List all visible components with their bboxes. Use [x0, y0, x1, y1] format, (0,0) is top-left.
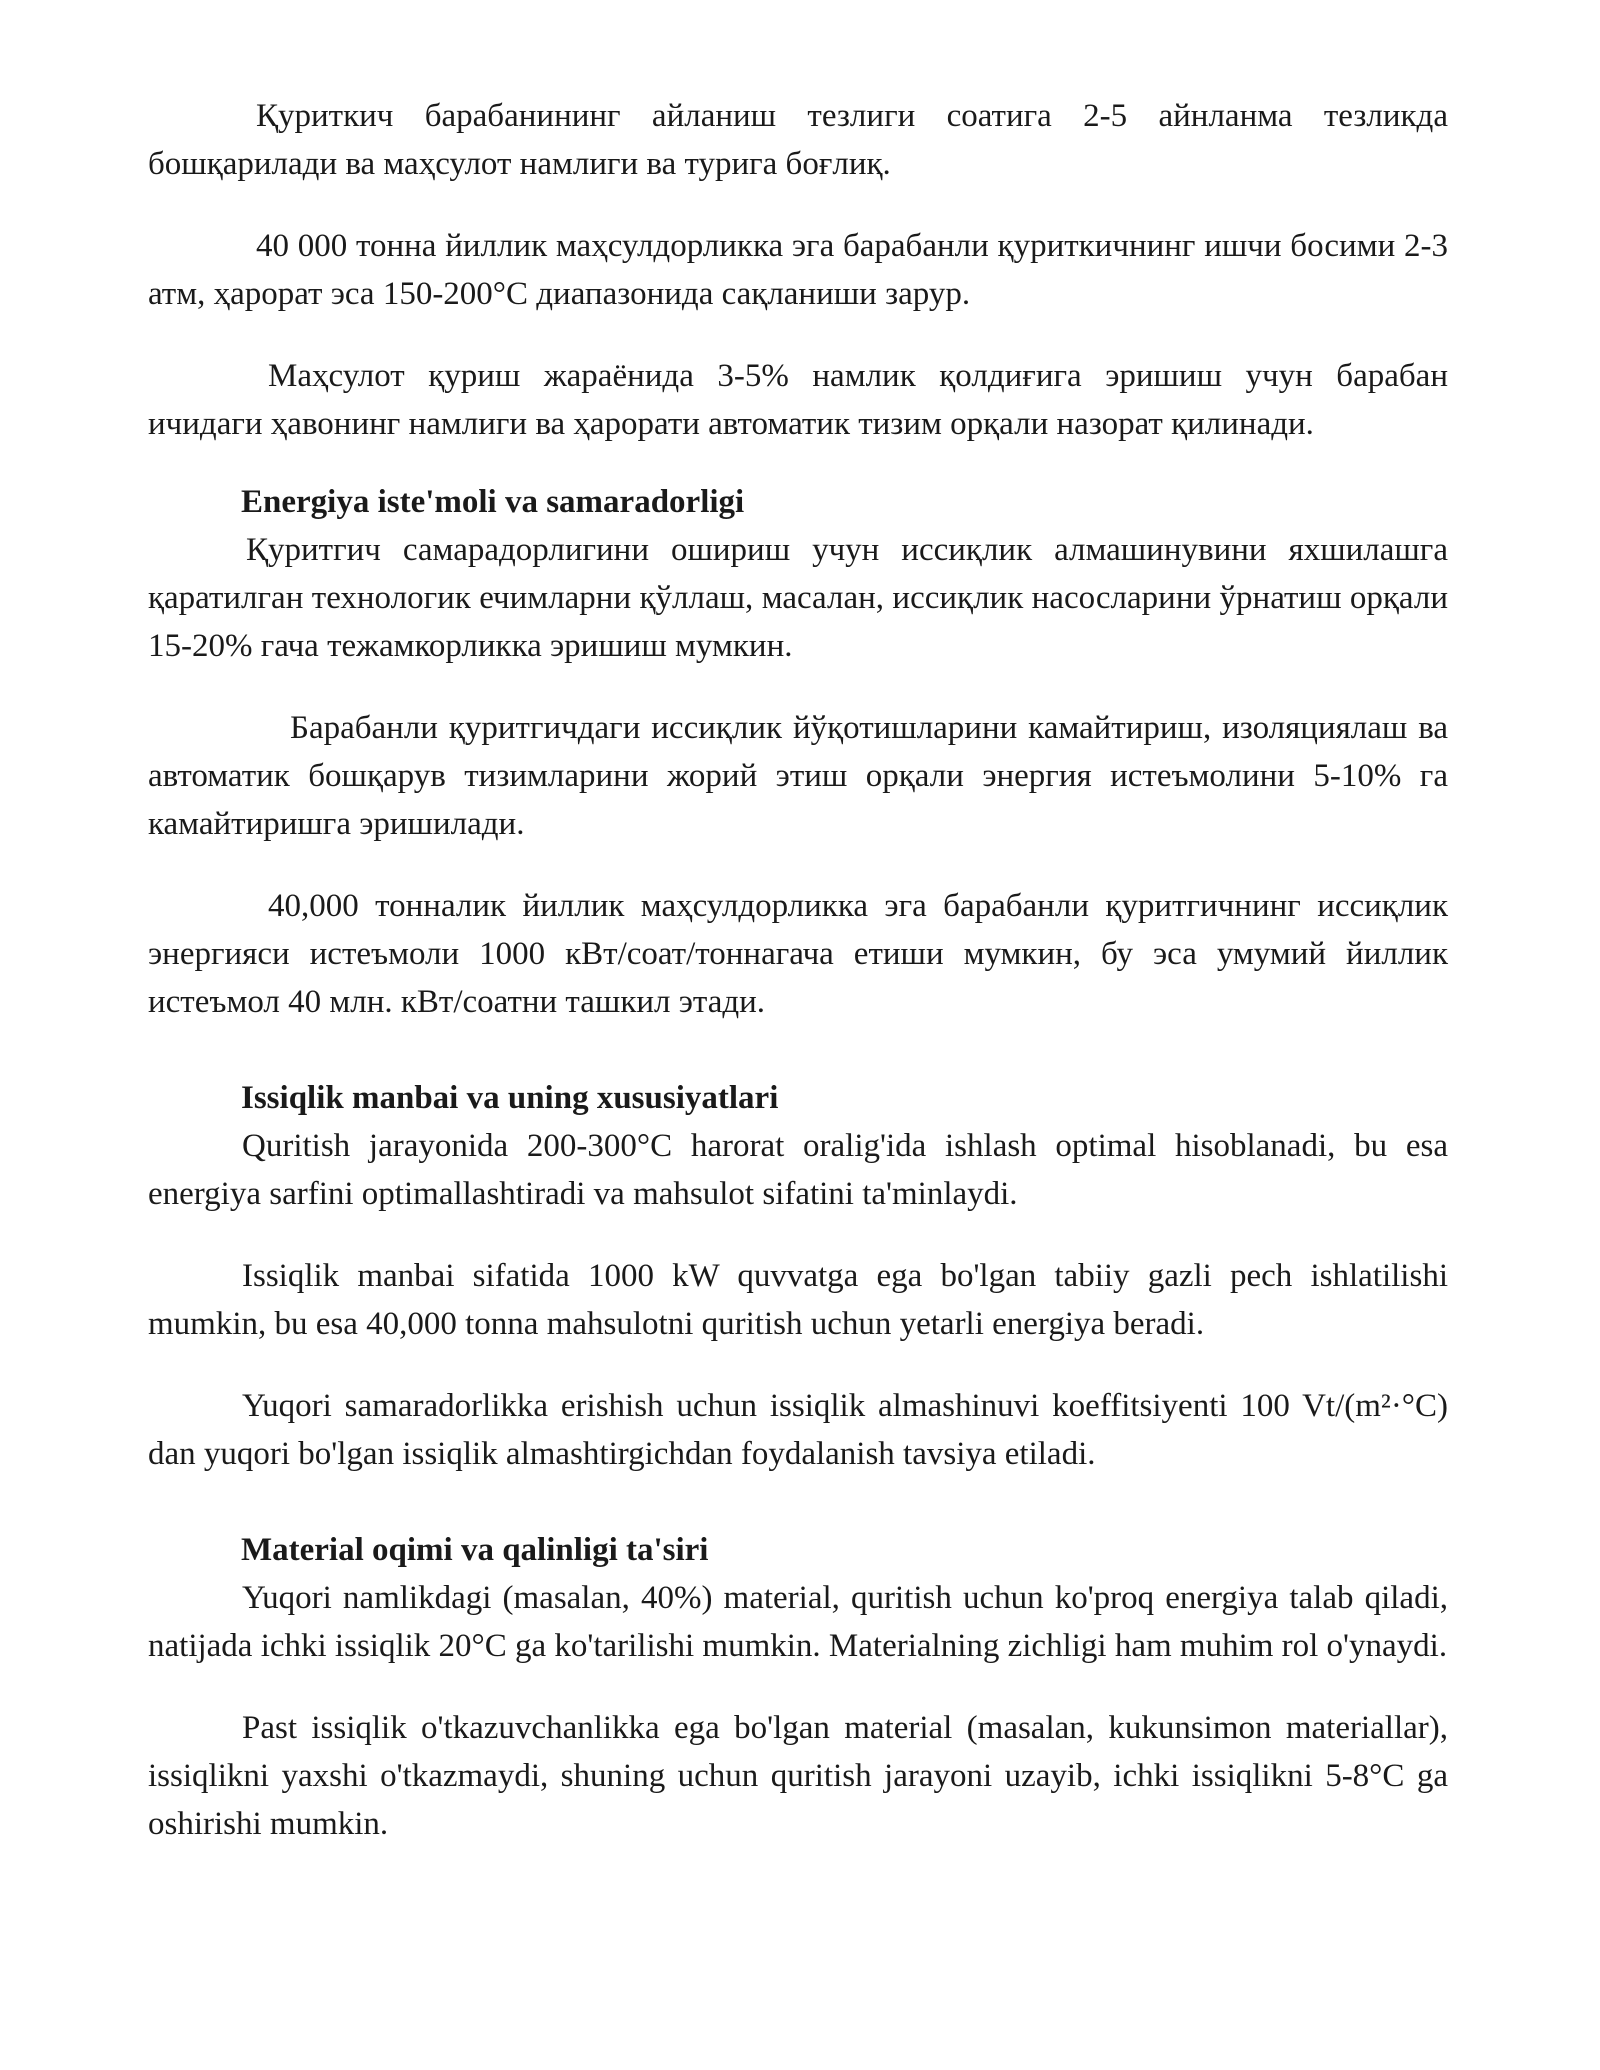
section-heading-heat-source: Issiqlik manbai va uning xususiyatlari	[241, 1080, 779, 1116]
paragraph-heat-exchanger: Yuqori samaradorlikka erishish uchun issiqlik almashinuvi koeffitsiyenti 100 Vt/(m²·°C) dan yuqori bo'lgan issiqlik almashtirgichdan foydalanish tavsiya etiladi.	[148, 1388, 1448, 1472]
paragraph-heat-loss: Барабанли қуритгичдаги иссиқлик йўқотишларини камайтириш, изоляциялаш ва автоматик бошқарув тизимларини жорий этиш орқали энергия истеъмолини 5-10% га камайтиришга эришилади.	[148, 710, 1448, 842]
paragraph-drum-rotation: Қуриткич барабанининг айланиш тезлиги соатига 2-5 айнланма тезликда бошқарилади ва маҳсулот намлиги ва турига боғлиқ.	[148, 98, 1448, 182]
paragraph-gas-furnace: Issiqlik manbai sifatida 1000 kW quvvatga ega bo'lgan tabiiy gazli pech ishlatilishi mumkin, bu esa 40,000 tonna mahsulotni quritish uchun yetarli energiya beradi.	[148, 1258, 1448, 1342]
paragraph-moisture-control: Маҳсулот қуриш жараёнида 3-5% намлик қолдиғига эришиш учун барабан ичидаги ҳавонинг намлиги ва ҳарорати автоматик тизим орқали назорат қилинади.	[148, 358, 1448, 442]
paragraph-energy-consumption: 40,000 тонналик йиллик маҳсулдорликка эга барабанли қуритгичнинг иссиқлик энергияси истеъмоли 1000 кВт/соат/тоннагача етиши мумкин, бу эса умумий йиллик истеъмол 40 млн. кВт/соатни ташкил этади.	[148, 888, 1448, 1020]
paragraph-temperature-range: Quritish jarayonida 200-300°C harorat oralig'ida ishlash optimal hisoblanadi, bu esa energiya sarfini optimallashtiradi va mahsulot sifatini ta'minlaydi.	[148, 1128, 1448, 1212]
paragraph-drum-pressure: 40 000 тонна йиллик маҳсулдорликка эга барабанли қуриткичнинг ишчи босими 2-3 атм, ҳарорат эса 150-200°C диапазонида сақланиши зарур.	[148, 228, 1448, 312]
paragraph-energy-efficiency: Қуритгич самарадорлигини ошириш учун иссиқлик алмашинувини яхшилашга қаратилган технологик ечимларни қўллаш, масалан, иссиқлик насосларини ўрнатиш орқали 15-20% гача тежамкорликка эришиш мумкин.	[148, 532, 1448, 664]
paragraph-high-moisture: Yuqori namlikdagi (masalan, 40%) material, quritish uchun ko'proq energiya talab qiladi, natijada ichki issiqlik 20°C ga ko'tarilishi mumkin. Materialning zichligi ham muhim rol o'ynaydi.	[148, 1580, 1448, 1664]
paragraph-low-conductivity: Past issiqlik o'tkazuvchanlikka ega bo'lgan material (masalan, kukunsimon materiallar), issiqlikni yaxshi o'tkazmaydi, shuning uchun quritish jarayoni uzayib, ichki issiqlikni 5-8°C ga oshirishi mumkin.	[148, 1710, 1448, 1842]
document-page	[148, 92, 1448, 1848]
section-heading-material-flow: Material oqimi va qalinligi ta'siri	[241, 1532, 709, 1568]
section-heading-energy: Energiya iste'moli va samaradorligi	[241, 484, 745, 520]
